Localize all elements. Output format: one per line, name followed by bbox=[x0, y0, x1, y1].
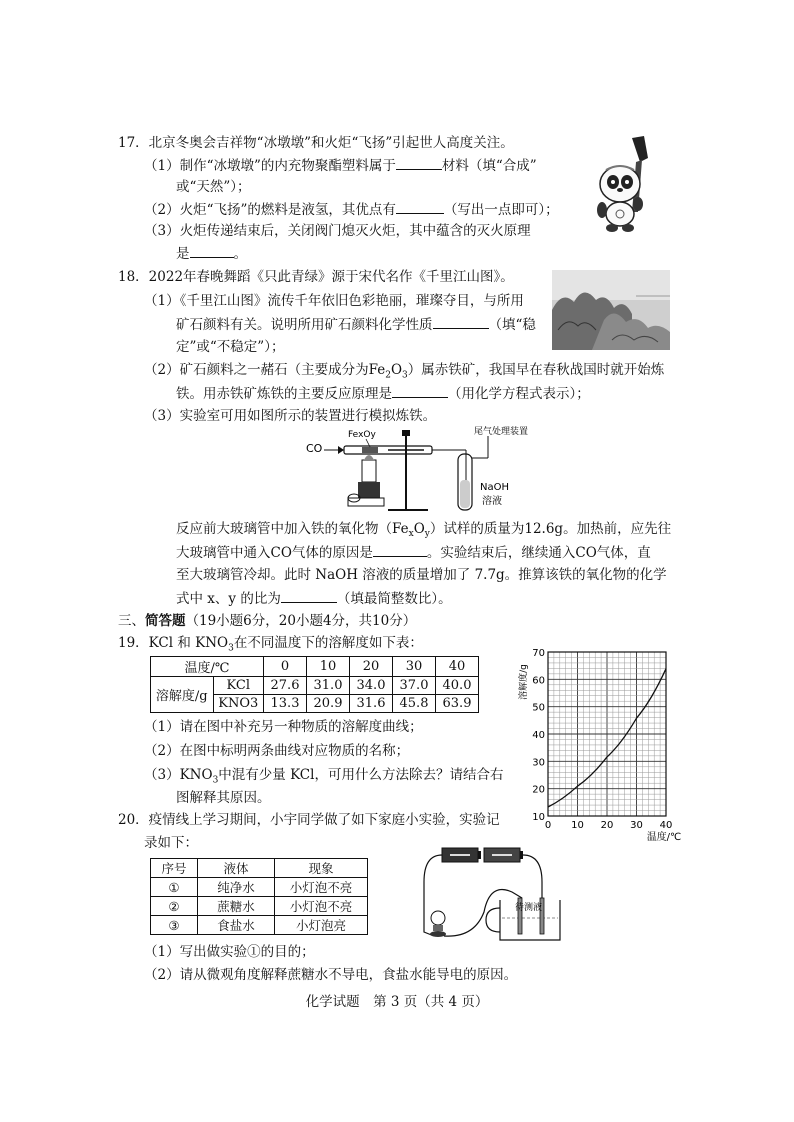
q18-part2: （2）矿石颜料之一赭石（主要成分为$Fe_2O_3$）属赤铁矿，我国早在春秋战国时就开始炼 bbox=[144, 362, 665, 381]
kcl-cell: 40.0 bbox=[436, 677, 479, 695]
x-tick-label: 10 bbox=[571, 820, 584, 831]
q18-part1: （1）《千里江山图》流传千年依旧色彩艳丽，璀璨夺目，与所用 bbox=[144, 293, 524, 309]
solubility-header: 溶解度/g bbox=[151, 677, 214, 713]
q19-part3: $(3)KNO_3$中混有少量 KCl，可用什么方法除去？请结合右 bbox=[144, 767, 504, 786]
q19-part2: （2）在图中标明两条曲线对应物质的名称； bbox=[144, 743, 410, 759]
q19-part3-cont: 图解释其原因。 bbox=[176, 790, 271, 806]
answer-blank[interactable] bbox=[190, 244, 234, 258]
temp-cell: 10 bbox=[307, 657, 350, 677]
solubility-table bbox=[150, 656, 479, 713]
iron-smelting-apparatus-diagram bbox=[302, 424, 538, 524]
co-inlet-label: CO bbox=[306, 442, 323, 455]
kcl-cell: 37.0 bbox=[393, 677, 436, 695]
tail-gas-label: 尾气处理装置 bbox=[474, 427, 529, 437]
kcl-cell: 34.0 bbox=[350, 677, 393, 695]
answer-blank[interactable] bbox=[433, 315, 489, 329]
table-row bbox=[151, 677, 479, 695]
y-tick-label: 30 bbox=[532, 757, 545, 769]
q18-part2-cont: 铁。用赤铁矿炼铁的主要反应原理是 （用化学方程式表示）； bbox=[176, 386, 590, 402]
table-cell: 蔗糖水 bbox=[198, 897, 275, 916]
table-cell: 食盐水 bbox=[198, 916, 275, 935]
kno3-cell: 45.8 bbox=[393, 695, 436, 713]
q18-stem: 18．2022年春晚舞蹈《只此青绿》源于宋代名作《千里江山图》。 bbox=[118, 269, 514, 285]
q17-part1: （1）制作“冰墩墩”的内充物聚酯塑料属于 材料（填“合成” bbox=[144, 158, 537, 174]
q18-part3: （3）实验室可用如图所示的装置进行模拟炼铁。 bbox=[144, 408, 437, 424]
temp-cell: 30 bbox=[393, 657, 436, 677]
q19-part1: （1）请在图中补充另一种物质的溶解度曲线； bbox=[144, 719, 423, 735]
table-header: 现象 bbox=[275, 859, 368, 878]
section3-heading: 三、简答题（19小题6分，20小题4分，共10分） bbox=[118, 613, 417, 629]
temp-cell: 40 bbox=[436, 657, 479, 677]
answer-blank[interactable] bbox=[396, 200, 444, 214]
x-tick-label: 0 bbox=[544, 820, 552, 831]
q19-stem: 19．KCl 和 $KNO_3$在不同温度下的溶解度如下表： bbox=[118, 635, 423, 654]
x-axis-label: 温度/℃ bbox=[646, 832, 682, 843]
kcl-cell: 27.6 bbox=[264, 677, 307, 695]
answer-blank[interactable] bbox=[281, 589, 337, 603]
q18-part1-cont2: 定”或“不稳定”）； bbox=[176, 339, 285, 355]
table-header: 液体 bbox=[198, 859, 275, 878]
q17-stem: 17．北京冬奥会吉祥物“冰墩墩”和火炬“飞扬”引起世人高度关注。 bbox=[118, 135, 514, 151]
naoh-label: NaOH bbox=[480, 482, 509, 493]
answer-blank[interactable] bbox=[373, 543, 427, 557]
y-tick-label: 10 bbox=[532, 812, 545, 823]
kcl-cell: 31.0 bbox=[307, 677, 350, 695]
x-tick-label: 20 bbox=[600, 820, 614, 831]
conductivity-circuit-diagram bbox=[414, 842, 580, 946]
kno3-cell: 13.3 bbox=[264, 695, 307, 713]
table-cell: 小灯泡不亮 bbox=[275, 878, 368, 897]
q20-stem-cont: 录如下： bbox=[144, 835, 198, 851]
q17-part2: （2）火炬“飞扬”的燃料是液氢，其优点有 （写出一点即可）； bbox=[144, 202, 559, 218]
table-cell: 小灯泡不亮 bbox=[275, 897, 368, 916]
kno3-cell: 31.6 bbox=[350, 695, 393, 713]
x-tick-label: 40 bbox=[659, 820, 673, 831]
table-cell: 纯净水 bbox=[198, 878, 275, 897]
q18-text-line3: 至大玻璃管冷却。此时 NaOH 溶液的质量增加了 7.7g。推算该铁的氧化物的化学 bbox=[176, 567, 667, 583]
test-liquid-label: 待测液 bbox=[515, 903, 543, 913]
table-cell: ③ bbox=[151, 916, 198, 935]
answer-blank[interactable] bbox=[396, 156, 442, 170]
table-row bbox=[151, 916, 368, 935]
answer-blank[interactable] bbox=[392, 384, 448, 398]
kno3-cell: 20.9 bbox=[307, 695, 350, 713]
table-header: 序号 bbox=[151, 859, 198, 878]
temp-cell: 0 bbox=[264, 657, 307, 677]
kno3-cell: 63.9 bbox=[436, 695, 479, 713]
q18-text-line2: 大玻璃管中通入CO气体的原因是 。实验结束后，继续通入CO气体，直 bbox=[176, 545, 651, 561]
kno3-label: KNO3 bbox=[213, 695, 263, 713]
table-row bbox=[151, 859, 368, 878]
y-tick-label: 20 bbox=[532, 784, 545, 796]
y-tick-label: 40 bbox=[532, 730, 545, 741]
q20-stem: 20．疫情线上学习期间，小宇同学做了如下家庭小实验，实验记 bbox=[118, 812, 500, 828]
y-axis-label: 溶解度/g bbox=[519, 664, 529, 700]
naoh-solution-label: 溶液 bbox=[482, 496, 502, 507]
q17-part3-cont: 是 。 bbox=[176, 246, 247, 262]
q18-text-line4: 式中 x、y 的比为 （填最简整数比）。 bbox=[176, 591, 452, 607]
bing-dwen-dwen-mascot-image bbox=[592, 132, 662, 232]
qianli-jiangshan-painting-image bbox=[552, 270, 670, 350]
q17-part1-cont: 或“天然”）； bbox=[176, 179, 251, 195]
y-tick-label: 60 bbox=[532, 675, 545, 687]
kcl-label: KCl bbox=[213, 677, 263, 695]
page-footer: 化学试题 第 3 页（共 4 页） bbox=[305, 994, 489, 1010]
x-tick-label: 30 bbox=[630, 820, 643, 831]
q18-part1-cont: 矿石颜料有关。说明所用矿石颜料化学性质 （填“稳 bbox=[176, 317, 536, 333]
y-tick-label: 70 bbox=[532, 648, 545, 659]
q17-part3: （3）火炬传递结束后，关闭阀门熄灭火炬，其中蕴含的灭火原理 bbox=[144, 223, 531, 239]
table-row bbox=[151, 897, 368, 916]
table-cell: ① bbox=[151, 878, 198, 897]
q18-text-line1: 反应前大玻璃管中加入铁的氧化物$(Fe_xO_y)$试样的质量为12.6g。加热前，应先往 bbox=[176, 521, 672, 539]
oxide-label: FexOy bbox=[348, 430, 376, 440]
table-cell: 小灯泡亮 bbox=[275, 916, 368, 935]
experiment-table bbox=[150, 858, 368, 935]
q20-part2: （2）请从微观角度解释蔗糖水不导电，食盐水能导电的原因。 bbox=[144, 967, 518, 983]
q20-part1: （1）写出做实验①的目的； bbox=[144, 944, 315, 960]
table-row bbox=[151, 878, 368, 897]
solubility-curve-chart bbox=[512, 644, 682, 843]
table-cell: ② bbox=[151, 897, 198, 916]
temp-header: 温度/℃ bbox=[151, 657, 264, 677]
y-tick-label: 50 bbox=[532, 702, 545, 714]
temp-cell: 20 bbox=[350, 657, 393, 677]
table-row bbox=[151, 657, 479, 677]
